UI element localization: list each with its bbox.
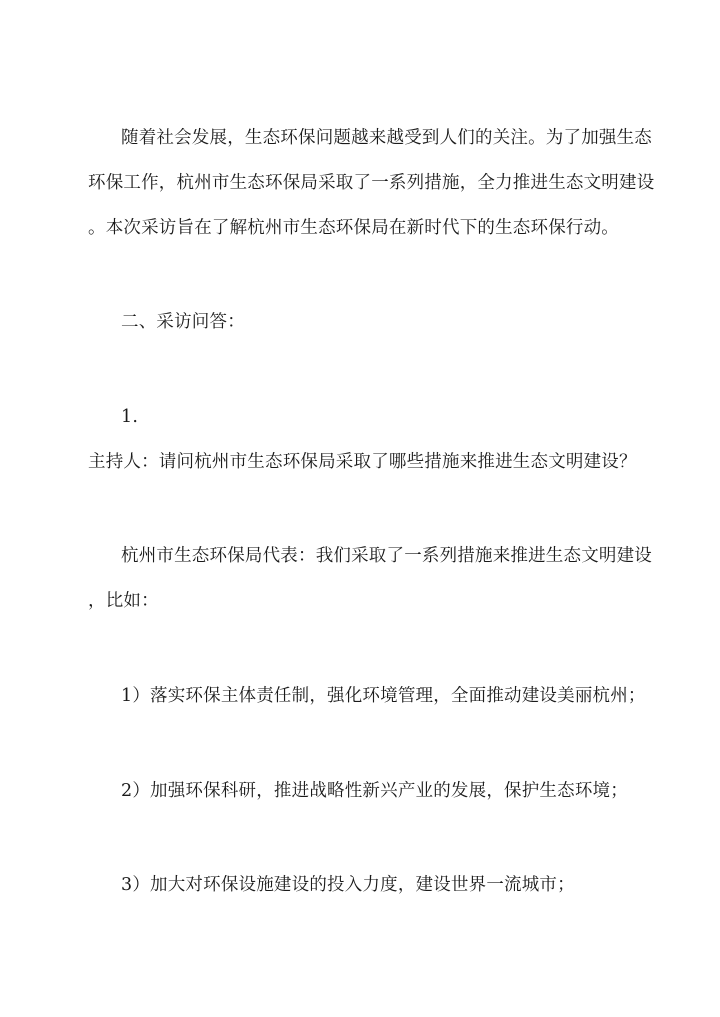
measure-item-1: 1）落实环保主体责任制，强化环境管理，全面推动建设美丽杭州； bbox=[121, 686, 646, 706]
section-heading: 二、采访问答： bbox=[121, 312, 245, 332]
question-number: 1. bbox=[121, 407, 139, 427]
representative-answer-line-1: 杭州市生态环保局代表：我们采取了一系列措施来推进生态文明建设 bbox=[121, 546, 652, 566]
measure-item-3: 3）加大对环保设施建设的投入力度，建设世界一流城市； bbox=[121, 875, 575, 895]
intro-paragraph-line-1: 随着社会发展，生态环保问题越来越受到人们的关注。为了加强生态 bbox=[121, 128, 652, 148]
measure-item-2: 2）加强环保科研，推进战略性新兴产业的发展，保护生态环境； bbox=[121, 781, 628, 801]
intro-paragraph-line-3: 。本次采访旨在了解杭州市生态环保局在新时代下的生态环保行动。 bbox=[88, 218, 619, 238]
representative-answer-line-2: ，比如： bbox=[88, 591, 159, 611]
host-question: 主持人：请问杭州市生态环保局采取了哪些措施来推进生态文明建设？ bbox=[88, 452, 637, 472]
intro-paragraph-line-2: 环保工作，杭州市生态环保局采取了一系列措施，全力推进生态文明建设 bbox=[88, 173, 655, 193]
